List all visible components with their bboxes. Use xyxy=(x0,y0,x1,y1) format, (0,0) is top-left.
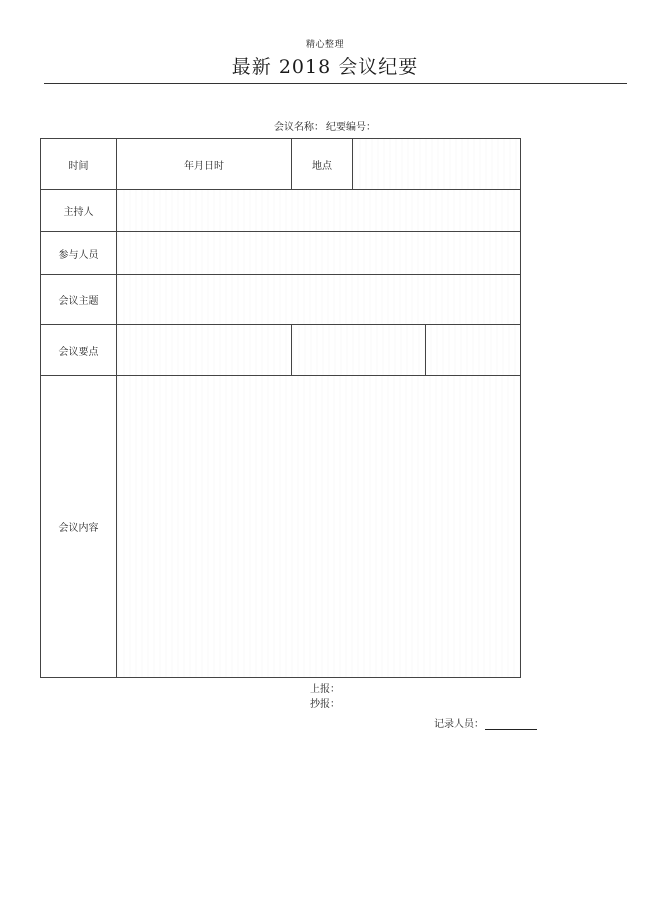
topic-label: 会议主题 xyxy=(58,296,99,307)
cc-line xyxy=(0,695,650,710)
key-points-label-cell xyxy=(41,325,117,376)
key-point-2-cell[interactable] xyxy=(292,325,521,376)
host-value-cell[interactable] xyxy=(117,190,521,232)
key-point-1-cell[interactable] xyxy=(117,325,292,376)
table-row-attendees xyxy=(41,232,521,275)
content-label: 会议内容 xyxy=(58,523,99,534)
topic-label-cell xyxy=(41,275,117,325)
recorder-signature-line[interactable] xyxy=(485,719,537,730)
key-point-3-subcell[interactable] xyxy=(426,325,520,375)
table-row-host xyxy=(41,190,521,232)
place-label-cell xyxy=(292,139,353,190)
recorder-line xyxy=(434,715,537,730)
document-title: 最新 2018 会议纪要 xyxy=(231,56,419,78)
time-label-cell xyxy=(41,139,117,190)
key-points-label: 会议要点 xyxy=(58,346,99,358)
place-label: 地点 xyxy=(312,160,332,172)
time-placeholder: 年月日时 xyxy=(184,160,224,172)
time-value-cell[interactable] xyxy=(117,139,292,190)
attendees-label: 参与人员 xyxy=(58,249,99,261)
cc-label: 抄报： xyxy=(310,699,340,710)
meeting-minutes-table xyxy=(40,138,521,678)
attendees-label-cell xyxy=(41,232,117,275)
recorder-label: 记录人员： xyxy=(434,719,484,730)
meeting-name-line xyxy=(0,118,650,133)
table-row-time xyxy=(41,139,521,190)
attendees-value-cell[interactable] xyxy=(117,232,521,275)
place-value-cell[interactable] xyxy=(353,139,521,190)
report-up-label: 上报： xyxy=(310,684,340,695)
host-label-cell xyxy=(41,190,117,232)
document-subtitle: 精心整理 xyxy=(305,40,344,50)
time-label: 时间 xyxy=(68,160,89,172)
table-row-key-points xyxy=(41,325,521,376)
minutes-number-label: 纪要编号： xyxy=(326,122,376,133)
table-row-content xyxy=(41,376,521,678)
key-point-2-subcell[interactable] xyxy=(292,325,426,375)
content-value-cell[interactable] xyxy=(117,376,521,678)
title-divider xyxy=(44,83,627,84)
meeting-name-label: 会议名称： xyxy=(274,122,324,133)
content-label-cell xyxy=(41,376,117,678)
host-label: 主持人 xyxy=(63,207,94,218)
table-row-topic xyxy=(41,275,521,325)
report-up-line xyxy=(0,680,650,695)
topic-value-cell[interactable] xyxy=(117,275,521,325)
